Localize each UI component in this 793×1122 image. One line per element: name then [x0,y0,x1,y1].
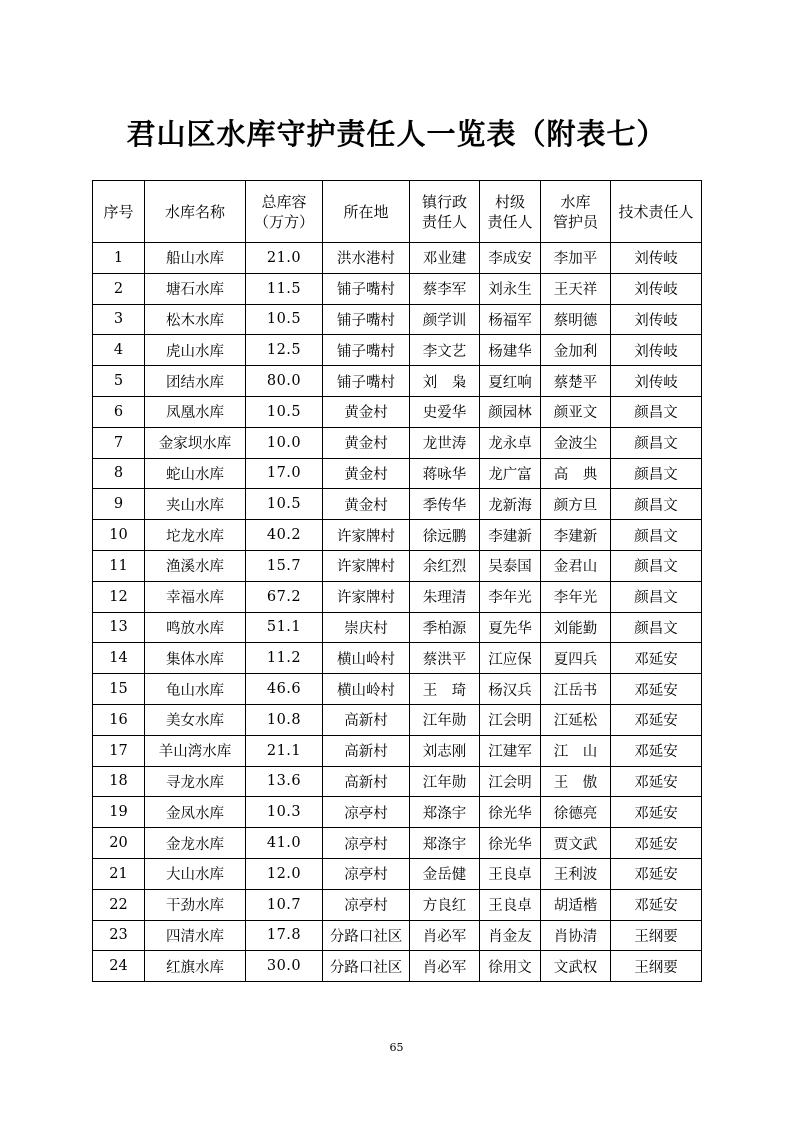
cell-reservoir-name: 虎山水库 [145,335,246,366]
cell-index: 17 [93,735,145,766]
cell-keeper: 江岳书 [541,674,611,705]
cell-village-leader: 肖金友 [480,920,541,951]
cell-index: 14 [93,643,145,674]
table-row [93,704,702,735]
cell-location: 凉亭村 [323,858,410,889]
page-number: 65 [389,1041,404,1054]
table-row [93,366,702,397]
header-label: 管护员 [552,212,598,231]
cell-tech-leader: 刘传岐 [611,366,702,397]
cell-location: 铺子嘴村 [323,366,410,397]
cell-village-leader: 李成安 [480,243,541,274]
cell-town-leader: 江年勋 [410,766,480,797]
header-label: 技术责任人 [618,202,694,221]
cell-village-leader: 王良卓 [480,858,541,889]
table-row [93,766,702,797]
cell-keeper: 颜方旦 [541,489,611,520]
header-cell-keeper [541,181,611,243]
header-label: 镇行政 [421,192,467,211]
cell-capacity: 13.6 [246,766,323,797]
cell-keeper: 李加平 [541,243,611,274]
header-label: 村级 [494,192,525,211]
cell-town-leader: 蔡李军 [410,273,480,304]
cell-reservoir-name: 松木水库 [145,304,246,335]
cell-index: 6 [93,396,145,427]
cell-index: 1 [93,243,145,274]
cell-capacity: 17.0 [246,458,323,489]
cell-keeper: 王天祥 [541,273,611,304]
cell-town-leader: 金岳健 [410,858,480,889]
header-label: 水库 [560,192,591,211]
cell-tech-leader: 邓延安 [611,766,702,797]
cell-reservoir-name: 夹山水库 [145,489,246,520]
cell-capacity: 11.5 [246,273,323,304]
cell-tech-leader: 邓延安 [611,674,702,705]
cell-location: 横山岭村 [323,643,410,674]
cell-village-leader: 李建新 [480,520,541,551]
cell-reservoir-name: 金龙水库 [145,828,246,859]
cell-tech-leader: 王纲要 [611,920,702,951]
cell-reservoir-name: 船山水库 [145,243,246,274]
cell-village-leader: 杨汉兵 [480,674,541,705]
table-row [93,858,702,889]
table-row [93,396,702,427]
cell-tech-leader: 邓延安 [611,889,702,920]
cell-location: 高新村 [323,735,410,766]
header-label: 总库容 [261,192,307,211]
cell-reservoir-name: 金凤水库 [145,797,246,828]
cell-town-leader: 刘 枭 [410,366,480,397]
cell-tech-leader: 邓延安 [611,704,702,735]
cell-capacity: 30.0 [246,951,323,982]
table-row [93,243,702,274]
table-row [93,581,702,612]
cell-village-leader: 夏红响 [480,366,541,397]
cell-location: 洪水港村 [323,243,410,274]
cell-location: 铺子嘴村 [323,335,410,366]
cell-capacity: 10.8 [246,704,323,735]
cell-location: 凉亭村 [323,889,410,920]
header-cell-name [145,181,246,243]
table-row [93,520,702,551]
cell-reservoir-name: 美女水库 [145,704,246,735]
cell-town-leader: 蔡洪平 [410,643,480,674]
cell-index: 11 [93,550,145,581]
header-label: （万方） [253,212,314,231]
cell-village-leader: 徐光华 [480,797,541,828]
cell-reservoir-name: 四清水库 [145,920,246,951]
cell-tech-leader: 颜昌文 [611,427,702,458]
table-row [93,458,702,489]
cell-index: 8 [93,458,145,489]
header-cell-tech-leader [611,181,702,243]
cell-keeper: 高 典 [541,458,611,489]
cell-location: 许家牌村 [323,520,410,551]
cell-capacity: 10.7 [246,889,323,920]
cell-village-leader: 江会明 [480,704,541,735]
cell-keeper: 王利波 [541,858,611,889]
cell-index: 12 [93,581,145,612]
cell-keeper: 王 傲 [541,766,611,797]
cell-tech-leader: 邓延安 [611,735,702,766]
cell-village-leader: 李年光 [480,581,541,612]
table-row [93,550,702,581]
table-row [93,797,702,828]
cell-location: 凉亭村 [323,828,410,859]
cell-capacity: 21.1 [246,735,323,766]
cell-village-leader: 杨福军 [480,304,541,335]
cell-capacity: 12.5 [246,335,323,366]
cell-tech-leader: 邓延安 [611,828,702,859]
cell-location: 黄金村 [323,489,410,520]
cell-index: 23 [93,920,145,951]
table-row [93,951,702,982]
cell-reservoir-name: 龟山水库 [145,674,246,705]
cell-keeper: 文武权 [541,951,611,982]
cell-index: 7 [93,427,145,458]
cell-tech-leader: 颜昌文 [611,581,702,612]
cell-reservoir-name: 渔溪水库 [145,550,246,581]
cell-village-leader: 江会明 [480,766,541,797]
table-row [93,828,702,859]
cell-tech-leader: 邓延安 [611,858,702,889]
cell-location: 黄金村 [323,458,410,489]
cell-reservoir-name: 鸣放水库 [145,612,246,643]
header-label: 责任人 [421,212,467,231]
cell-reservoir-name: 金家坝水库 [145,427,246,458]
cell-index: 2 [93,273,145,304]
cell-tech-leader: 刘传岐 [611,243,702,274]
cell-village-leader: 王良卓 [480,889,541,920]
cell-location: 铺子嘴村 [323,304,410,335]
cell-index: 15 [93,674,145,705]
table-row [93,612,702,643]
table-row [93,920,702,951]
cell-tech-leader: 邓延安 [611,643,702,674]
header-label: 责任人 [487,212,533,231]
cell-tech-leader: 颜昌文 [611,520,702,551]
cell-town-leader: 肖必军 [410,951,480,982]
header-label: 序号 [103,202,134,221]
cell-reservoir-name: 集体水库 [145,643,246,674]
cell-keeper: 贾文武 [541,828,611,859]
cell-capacity: 51.1 [246,612,323,643]
cell-index: 16 [93,704,145,735]
cell-capacity: 67.2 [246,581,323,612]
cell-capacity: 41.0 [246,828,323,859]
cell-index: 9 [93,489,145,520]
cell-reservoir-name: 团结水库 [145,366,246,397]
cell-location: 高新村 [323,704,410,735]
cell-village-leader: 吴泰国 [480,550,541,581]
cell-town-leader: 龙世涛 [410,427,480,458]
cell-keeper: 江延松 [541,704,611,735]
cell-village-leader: 颜园林 [480,396,541,427]
cell-capacity: 80.0 [246,366,323,397]
table-row [93,889,702,920]
cell-keeper: 颜亚文 [541,396,611,427]
table-row [93,427,702,458]
cell-tech-leader: 颜昌文 [611,550,702,581]
cell-capacity: 10.5 [246,396,323,427]
cell-town-leader: 徐远鹏 [410,520,480,551]
cell-keeper: 蔡楚平 [541,366,611,397]
cell-keeper: 刘能勤 [541,612,611,643]
cell-location: 分路口社区 [323,951,410,982]
header-cell-town-leader [410,181,480,243]
cell-town-leader: 季柏源 [410,612,480,643]
cell-reservoir-name: 蛇山水库 [145,458,246,489]
cell-town-leader: 余红烈 [410,550,480,581]
cell-tech-leader: 颜昌文 [611,612,702,643]
cell-tech-leader: 颜昌文 [611,489,702,520]
cell-town-leader: 刘志刚 [410,735,480,766]
cell-index: 22 [93,889,145,920]
header-cell-index [93,181,145,243]
cell-index: 10 [93,520,145,551]
cell-reservoir-name: 凤凰水库 [145,396,246,427]
cell-village-leader: 杨建华 [480,335,541,366]
cell-keeper: 金波尘 [541,427,611,458]
cell-village-leader: 江应保 [480,643,541,674]
cell-village-leader: 龙广富 [480,458,541,489]
cell-capacity: 10.3 [246,797,323,828]
cell-town-leader: 朱理清 [410,581,480,612]
cell-keeper: 李建新 [541,520,611,551]
cell-tech-leader: 王纲要 [611,951,702,982]
table-row [93,489,702,520]
cell-reservoir-name: 羊山湾水库 [145,735,246,766]
cell-location: 横山岭村 [323,674,410,705]
cell-reservoir-name: 幸福水库 [145,581,246,612]
table-header-row [93,181,702,243]
table-row [93,674,702,705]
cell-reservoir-name: 大山水库 [145,858,246,889]
cell-reservoir-name: 寻龙水库 [145,766,246,797]
cell-capacity: 40.2 [246,520,323,551]
table-row [93,304,702,335]
cell-keeper: 金加利 [541,335,611,366]
cell-tech-leader: 刘传岐 [611,304,702,335]
cell-town-leader: 李文艺 [410,335,480,366]
cell-capacity: 12.0 [246,858,323,889]
table-row [93,643,702,674]
cell-village-leader: 江建军 [480,735,541,766]
cell-keeper: 蔡明德 [541,304,611,335]
cell-tech-leader: 颜昌文 [611,458,702,489]
cell-capacity: 15.7 [246,550,323,581]
cell-village-leader: 徐光华 [480,828,541,859]
cell-keeper: 江 山 [541,735,611,766]
cell-location: 高新村 [323,766,410,797]
cell-index: 20 [93,828,145,859]
cell-location: 分路口社区 [323,920,410,951]
document-title: 君山区水库守护责任人一览表（附表七） [126,117,667,151]
cell-capacity: 10.5 [246,304,323,335]
cell-index: 5 [93,366,145,397]
cell-location: 许家牌村 [323,550,410,581]
cell-town-leader: 蒋咏华 [410,458,480,489]
cell-town-leader: 郑涤宇 [410,797,480,828]
cell-town-leader: 颜学训 [410,304,480,335]
cell-town-leader: 邓业建 [410,243,480,274]
cell-location: 许家牌村 [323,581,410,612]
cell-tech-leader: 颜昌文 [611,396,702,427]
cell-capacity: 10.0 [246,427,323,458]
cell-village-leader: 龙新海 [480,489,541,520]
cell-reservoir-name: 干劲水库 [145,889,246,920]
cell-town-leader: 史爱华 [410,396,480,427]
cell-index: 4 [93,335,145,366]
cell-location: 崇庆村 [323,612,410,643]
cell-keeper: 金君山 [541,550,611,581]
cell-capacity: 11.2 [246,643,323,674]
cell-index: 3 [93,304,145,335]
header-cell-village-leader [480,181,541,243]
cell-town-leader: 肖必军 [410,920,480,951]
cell-village-leader: 刘永生 [480,273,541,304]
cell-keeper: 徐德亮 [541,797,611,828]
cell-tech-leader: 刘传岐 [611,335,702,366]
cell-town-leader: 季传华 [410,489,480,520]
cell-keeper: 夏四兵 [541,643,611,674]
cell-location: 铺子嘴村 [323,273,410,304]
cell-town-leader: 王 琦 [410,674,480,705]
table-row [93,335,702,366]
header-label: 水库名称 [164,202,225,221]
header-cell-location [323,181,410,243]
cell-keeper: 李年光 [541,581,611,612]
cell-keeper: 肖协清 [541,920,611,951]
cell-town-leader: 江年勋 [410,704,480,735]
cell-index: 24 [93,951,145,982]
cell-capacity: 17.8 [246,920,323,951]
cell-location: 黄金村 [323,427,410,458]
cell-capacity: 21.0 [246,243,323,274]
cell-town-leader: 方良红 [410,889,480,920]
cell-index: 21 [93,858,145,889]
cell-tech-leader: 邓延安 [611,797,702,828]
cell-reservoir-name: 红旗水库 [145,951,246,982]
cell-reservoir-name: 塘石水库 [145,273,246,304]
reservoir-responsibility-table [92,180,702,982]
cell-location: 黄金村 [323,396,410,427]
cell-reservoir-name: 坨龙水库 [145,520,246,551]
header-cell-capacity [246,181,323,243]
cell-capacity: 46.6 [246,674,323,705]
cell-location: 凉亭村 [323,797,410,828]
cell-village-leader: 龙永卓 [480,427,541,458]
cell-tech-leader: 刘传岐 [611,273,702,304]
header-label: 所在地 [343,202,389,221]
cell-village-leader: 徐用文 [480,951,541,982]
cell-capacity: 10.5 [246,489,323,520]
table-row [93,735,702,766]
cell-index: 19 [93,797,145,828]
cell-town-leader: 郑涤宇 [410,828,480,859]
cell-keeper: 胡适楷 [541,889,611,920]
cell-village-leader: 夏先华 [480,612,541,643]
table-row [93,273,702,304]
cell-index: 18 [93,766,145,797]
cell-index: 13 [93,612,145,643]
table-body [93,243,702,982]
